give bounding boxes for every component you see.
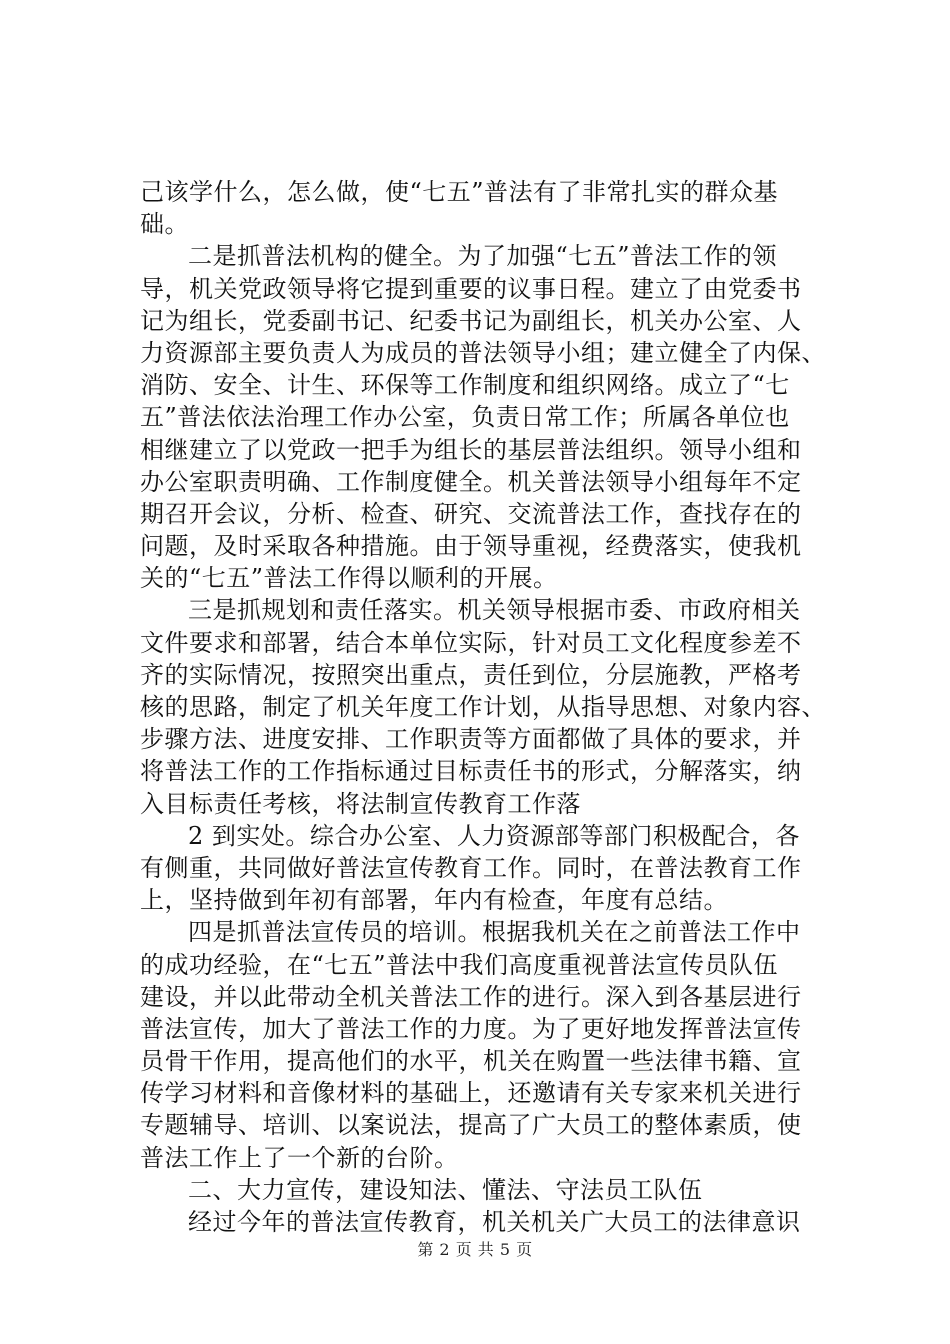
text-line: 入目标责任考核，将法制宣传教育工作落 bbox=[140, 789, 581, 818]
text-line: 相继建立了以党政一把手为组长的基层普法组织。领导小组和 bbox=[140, 435, 802, 464]
text-line: 上，坚持做到年初有部署，年内有检查，年度有总结。 bbox=[140, 886, 728, 915]
text-line: 办公室职责明确、工作制度健全。机关普法领导小组每年不定 bbox=[140, 467, 802, 496]
text-line: 传学习材料和音像材料的基础上，还邀请有关专家来机关进行 bbox=[140, 1079, 802, 1108]
text-line: 础。 bbox=[140, 210, 189, 239]
paragraph-start-line: 二是抓普法机构的健全。为了加强“七五”普法工作的领 bbox=[188, 242, 778, 271]
text-line: 有侧重，共同做好普法宣传教育工作。同时，在普法教育工作 bbox=[140, 853, 802, 882]
text-line: 导，机关党政领导将它提到重要的议事日程。建立了由党委书 bbox=[140, 274, 802, 303]
text-line: 期召开会议，分析、检查、研究、交流普法工作，查找存在的 bbox=[140, 499, 802, 528]
text-line: 建设，并以此带动全机关普法工作的进行。深入到各基层进行 bbox=[140, 982, 802, 1011]
text-line: 五”普法依法治理工作办公室，负责日常工作；所属各单位也 bbox=[140, 403, 790, 432]
text-line: 记为组长，党委副书记、纪委书记为副组长，机关办公室、人 bbox=[140, 306, 802, 335]
section-heading: 二、大力宣传，建设知法、懂法、守法员工队伍 bbox=[188, 1175, 703, 1204]
document-body bbox=[140, 176, 850, 1238]
paragraph-start-line: 三是抓规划和责任落实。机关领导根据市委、市政府相关 bbox=[188, 596, 801, 625]
text-line: 普法工作上了一个新的台阶。 bbox=[140, 1143, 459, 1172]
text-line: 力资源部主要负责人为成员的普法领导小组；建立健全了内保、 bbox=[140, 338, 826, 367]
page-number-footer: 第 2 页 共 5 页 bbox=[417, 1240, 533, 1259]
text-line: 问题，及时采取各种措施。由于领导重视，经费落实，使我机 bbox=[140, 532, 802, 561]
text-line: 核的思路，制定了机关年度工作计划，从指导思想、对象内容、 bbox=[140, 693, 826, 721]
text-line: 普法宣传，加大了普法工作的力度。为了更好地发挥普法宣传 bbox=[140, 1014, 802, 1043]
text-line: 关的“七五”普法工作得以顺利的开展。 bbox=[140, 564, 558, 593]
text-line: 将普法工作的工作指标通过目标责任书的形式，分解落实，纳 bbox=[140, 757, 802, 786]
text-line: 步骤方法、进度安排、工作职责等方面都做了具体的要求，并 bbox=[140, 725, 802, 754]
text-line: 己该学什么，怎么做，使“七五”普法有了非常扎实的群众基 bbox=[140, 178, 779, 206]
paragraph-start-line: 四是抓普法宣传员的培训。根据我机关在之前普法工作中 bbox=[188, 918, 801, 947]
text-line: 专题辅导、培训、以案说法，提高了广大员工的整体素质，使 bbox=[140, 1111, 802, 1140]
text-line: 文件要求和部署，结合本单位实际，针对员工文化程度参差不 bbox=[140, 628, 802, 657]
text-line: 的成功经验，在“七五”普法中我们高度重视普法宣传员队伍 bbox=[140, 950, 779, 979]
paragraph-start-line: 经过今年的普法宣传教育，机关机关广大员工的法律意识 bbox=[188, 1208, 801, 1236]
text-line: 齐的实际情况，按照突出重点，责任到位，分层施教，严格考 bbox=[140, 660, 802, 689]
paragraph-start-line: 2 到实处。综合办公室、人力资源部等部门积极配合，各 bbox=[188, 821, 800, 850]
text-line: 消防、安全、计生、环保等工作制度和组织网络。成立了“七 bbox=[140, 371, 790, 400]
text-line: 员骨干作用，提高他们的水平，机关在购置一些法律书籍、宣 bbox=[140, 1047, 802, 1076]
